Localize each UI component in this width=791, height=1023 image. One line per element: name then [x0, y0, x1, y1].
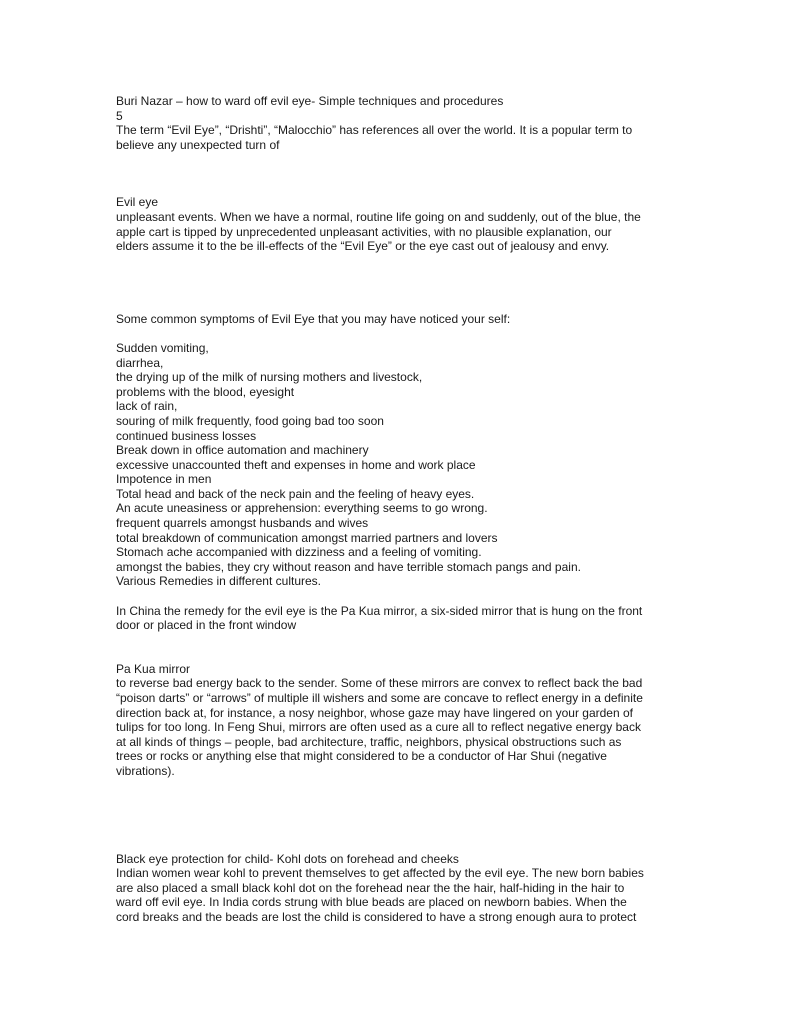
paragraph-line: tulips for too long. In Feng Shui, mirrors are often used as a cure all to reflect negative energy back — [116, 720, 641, 735]
paragraph-line: “poison darts” or “arrows” of multiple ill wishers and some are concave to reflect energy in a definite — [116, 691, 643, 705]
paragraph-line: trees or rocks or anything else that might considered to be a conductor of Har Shui (negative — [116, 749, 607, 764]
symptom-item: Sudden vomiting, — [116, 340, 209, 355]
paragraph-line: elders assume it to the be ill-effects of the “Evil Eye” or the eye cast out of jealousy and envy. — [116, 239, 610, 254]
paragraph-line: Indian women wear kohl to prevent themselves to get affected by the evil eye. The new born babies — [116, 866, 644, 881]
document-content — [116, 94, 676, 925]
figure-gap — [116, 152, 676, 195]
figure-caption-evil-eye: Evil eye — [116, 195, 159, 210]
symptom-item: the drying up of the milk of nursing mothers and livestock, — [116, 370, 423, 385]
intro-line: The term “Evil Eye”, “Drishti”, “Malocchio” has references all over the world. It is a popular term to — [116, 123, 633, 138]
symptom-item: frequent quarrels amongst husbands and wives — [116, 516, 369, 531]
paragraph-line: are also placed a small black kohl dot on the forehead near the the hair, half-hiding in the hair to — [116, 880, 625, 895]
symptom-item: Impotence in men — [116, 472, 212, 487]
figure-caption-pa-kua: Pa Kua mirror — [116, 661, 191, 676]
figure-gap — [116, 779, 676, 852]
figure-caption-kohl: Black eye protection for child- Kohl dots on forehead and cheeks — [116, 851, 459, 866]
paragraph-line: at all kinds of things – people, bad architecture, traffic, neighbors, physical obstructions such as — [116, 734, 622, 749]
symptom-item: Stomach ache accompanied with dizziness and a feeling of vomiting. — [116, 545, 482, 560]
document-title: Buri Nazar – how to ward off evil eye- Simple techniques and procedures — [116, 94, 504, 108]
paragraph-line: ward off evil eye. In India cords strung with blue beads are placed on newborn babies. When the — [116, 895, 627, 910]
paragraph-line: to reverse bad energy back to the sender. Some of these mirrors are convex to reflect back the bad — [116, 676, 643, 691]
symptoms-heading: Some common symptoms of Evil Eye that you may have noticed your self: — [116, 311, 511, 326]
symptom-item: Break down in office automation and machinery — [116, 443, 369, 458]
paragraph-line: direction back at, for instance, a nosy neighbor, whose gaze may have lingered on your garden of — [116, 705, 633, 720]
symptom-item: Total head and back of the neck pain and the feeling of heavy eyes. — [116, 486, 475, 501]
paragraph-line: apple cart is tipped by unprecedented unpleasant activities, with no plausible explanation, our — [116, 224, 612, 239]
symptom-item: excessive unaccounted theft and expenses in home and work place — [116, 457, 476, 472]
symptom-item: Various Remedies in different cultures. — [116, 574, 321, 589]
symptom-item: lack of rain, — [116, 399, 178, 414]
intro-line: believe any unexpected turn of — [116, 137, 280, 152]
paragraph-line: vibrations). — [116, 763, 175, 778]
figure-gap — [116, 254, 676, 312]
symptom-item: continued business losses — [116, 428, 257, 443]
blank-line — [116, 326, 676, 341]
symptom-item: problems with the blood, eyesight — [116, 384, 295, 399]
symptom-item: An acute uneasiness or apprehension: everything seems to go wrong. — [116, 501, 488, 516]
symptom-item: amongst the babies, they cry without reason and have terrible stomach pangs and pain. — [116, 559, 581, 574]
symptom-item: total breakdown of communication amongst married partners and lovers — [116, 530, 498, 545]
figure-gap — [116, 633, 676, 662]
paragraph-line: unpleasant events. When we have a normal, routine life going on and suddenly, out of the blue, the — [116, 209, 641, 224]
page-number: 5 — [116, 108, 123, 123]
paragraph-line: In China the remedy for the evil eye is the Pa Kua mirror, a six-sided mirror that is hung on the front — [116, 603, 643, 618]
symptom-item: souring of milk frequently, food going bad too soon — [116, 413, 384, 428]
symptom-item: diarrhea, — [116, 355, 164, 370]
paragraph-line: door or placed in the front window — [116, 618, 297, 633]
blank-line — [116, 589, 676, 604]
paragraph-line: cord breaks and the beads are lost the child is considered to have a strong enough aura to protect — [116, 909, 637, 924]
